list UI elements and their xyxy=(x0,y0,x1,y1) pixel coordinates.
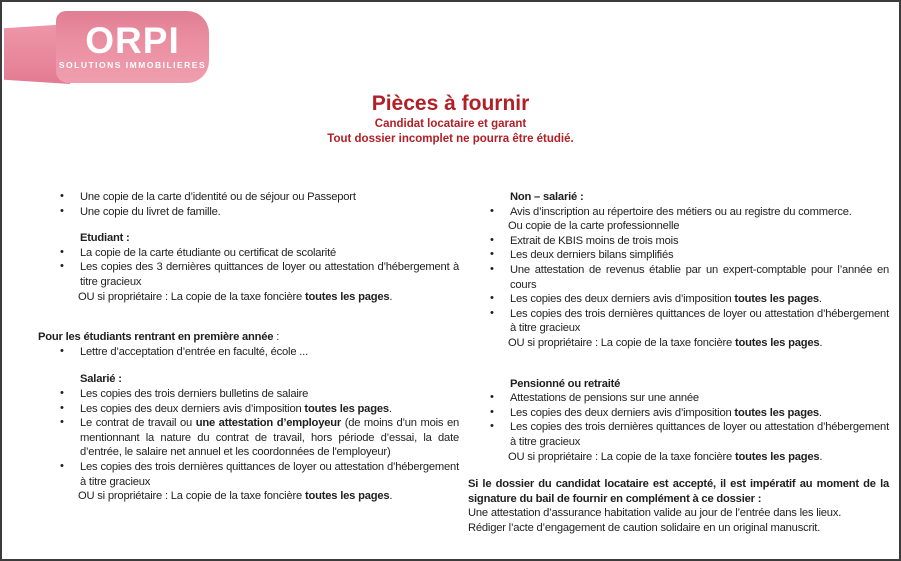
text: . xyxy=(388,402,392,415)
paragraph xyxy=(468,521,889,536)
bullet-item xyxy=(38,345,459,360)
orpi-logo xyxy=(4,8,210,94)
bullet-item xyxy=(38,205,459,220)
text: Rédiger l’acte d’engagement de caution solidaire en un original manuscrit. xyxy=(468,521,821,534)
bullet-icon: • xyxy=(60,190,64,202)
bold-text: Salarié : xyxy=(80,373,122,386)
bullet-item xyxy=(468,248,889,263)
page-subtitle: Candidat locataire et garant xyxy=(374,118,527,130)
bold-text: toutes les pages xyxy=(734,450,820,463)
page-warning: Tout dossier incomplet ne pourra être étudié. xyxy=(327,132,574,145)
text: Une attestation de revenus établie par un expert-comptable pour l’année en cours xyxy=(510,263,889,291)
text: La copie de la carte étudiante ou certificat de scolarité xyxy=(80,246,337,259)
logo-brand-text: ORPI xyxy=(85,20,180,61)
section-heading xyxy=(468,190,889,205)
document-header xyxy=(2,90,899,146)
continuation-line xyxy=(468,450,889,465)
text: Une attestation d’assurance habitation valide au jour de l’entrée dans les lieux. xyxy=(468,507,842,520)
bold-text: Pour les étudiants rentrant en première année xyxy=(38,331,274,344)
section-heading xyxy=(38,231,459,246)
text: Les copies des trois dernières quittances de loyer ou attestation d’hébergement à titre gracieux xyxy=(80,460,459,488)
section-heading xyxy=(38,372,459,387)
text: Les copies des deux derniers avis d’imposition xyxy=(80,402,305,415)
bullet-item xyxy=(468,406,889,421)
bullet-item xyxy=(38,402,459,417)
bullet-icon: • xyxy=(60,260,64,273)
bullet-icon: • xyxy=(490,405,494,418)
continuation-line xyxy=(38,489,459,504)
bullet-icon: • xyxy=(490,292,494,305)
text: Le contrat de travail ou xyxy=(80,417,196,430)
bullet-icon: • xyxy=(60,344,64,357)
text: . xyxy=(389,290,393,303)
bullet-icon: • xyxy=(60,401,64,414)
text: . xyxy=(819,450,823,463)
text: (de moins d’un mois en mentionnant la nature du contrat de travail, hors période d’essai, la date d’entrée, le salaire net annuel et les coordonnées de l'employeur) xyxy=(80,417,459,459)
bullet-icon: • xyxy=(490,420,494,433)
bullet-item xyxy=(38,387,459,402)
bullet-item xyxy=(468,420,889,449)
text: . xyxy=(818,406,822,419)
bullet-item xyxy=(38,460,459,489)
logo-tagline-text: SOLUTIONS IMMOBILIERES xyxy=(58,60,207,70)
spacer xyxy=(468,464,889,477)
bold-text: toutes les pages xyxy=(304,290,390,303)
paragraph xyxy=(468,506,889,521)
section-heading xyxy=(38,330,459,345)
section-heading xyxy=(468,377,889,392)
bullet-item xyxy=(468,292,889,307)
text: Lettre d’acceptation d’entrée en faculté, école ... xyxy=(80,345,308,358)
spacer xyxy=(38,359,459,372)
text: OU si propriétaire : La copie de la taxe foncière xyxy=(508,336,735,349)
spacer xyxy=(38,304,459,330)
bullet-icon: • xyxy=(490,233,494,246)
right-column xyxy=(468,190,889,535)
bullet-icon: • xyxy=(60,204,64,217)
bullet-icon: • xyxy=(60,245,64,258)
text: Les copies des 3 dernières quittances de loyer ou attestation d’hébergement à titre gracieux xyxy=(80,261,459,288)
bold-text: toutes les pages xyxy=(734,336,820,349)
bullet-icon: • xyxy=(490,262,494,275)
bold-text: Non – salarié : xyxy=(510,191,584,203)
text: Avis d’inscription au répertoire des métiers ou au registre du commerce. xyxy=(510,205,852,218)
bold-text: toutes les pages xyxy=(304,402,389,415)
bullet-item xyxy=(38,246,459,261)
bullet-icon: • xyxy=(490,306,494,319)
text: Les copies des deux derniers avis d’imposition xyxy=(510,293,735,306)
bold-text: Etudiant : xyxy=(80,232,130,245)
bold-text: toutes les pages xyxy=(304,490,390,503)
text: Les copies des trois derniers bulletins de salaire xyxy=(80,387,309,400)
text: Extrait de KBIS moins de trois mois xyxy=(510,234,679,247)
continuation-line xyxy=(38,290,459,305)
text: Une copie de la carte d’identité ou de séjour ou Passeport xyxy=(80,191,356,203)
text: OU si propriétaire : La copie de la taxe foncière xyxy=(508,450,735,463)
logo-ribbon-banner xyxy=(56,11,209,83)
bold-text: Pensionné ou retraité xyxy=(510,377,621,390)
bullet-item xyxy=(38,260,459,289)
text: Les copies des trois dernières quittances de loyer ou attestation d’hébergement à titre gracieux xyxy=(510,421,889,448)
text: OU si propriétaire : La copie de la taxe foncière xyxy=(78,490,305,503)
bullet-icon: • xyxy=(490,204,494,217)
bullet-item xyxy=(468,263,889,292)
bullet-item xyxy=(38,190,459,205)
text: Une copie du livret de famille. xyxy=(80,205,221,218)
bullet-icon: • xyxy=(490,248,494,261)
text: Les deux derniers bilans simplifiés xyxy=(510,249,674,262)
text: OU si propriétaire : La copie de la taxe foncière xyxy=(78,290,305,303)
text: . xyxy=(818,293,822,306)
bullet-item xyxy=(468,205,889,220)
text: Les copies des deux derniers avis d’imposition xyxy=(510,406,735,419)
bullet-item xyxy=(468,234,889,249)
bullet-item xyxy=(468,391,889,406)
bullet-icon: • xyxy=(60,459,64,472)
spacer xyxy=(468,351,889,377)
text: Attestations de pensions sur une année xyxy=(510,392,699,405)
text: : xyxy=(273,331,280,344)
bullet-icon: • xyxy=(60,386,64,399)
paragraph-bold xyxy=(468,477,889,506)
text: Les copies des trois dernières quittances de loyer ou attestation d’hébergement à titre gracieux xyxy=(510,307,889,335)
bold-text: toutes les pages xyxy=(734,406,819,419)
bullet-item xyxy=(38,416,459,460)
spacer xyxy=(38,219,459,231)
text: Ou copie de la carte professionnelle xyxy=(508,220,680,233)
bold-text: Si le dossier du candidat locataire est accepté, il est impératif au moment de la signature du bail de fournir en complément à ce dossier : xyxy=(468,478,889,505)
bold-text: une attestation d’employeur xyxy=(195,417,342,430)
text: . xyxy=(819,336,823,349)
bullet-item xyxy=(468,307,889,336)
continuation-line xyxy=(468,336,889,351)
bold-text: toutes les pages xyxy=(734,293,819,306)
page-title: Pièces à fournir xyxy=(371,92,530,115)
bullet-icon: • xyxy=(60,416,64,429)
left-column xyxy=(38,190,459,504)
continuation-line xyxy=(468,219,889,234)
text: . xyxy=(389,490,393,503)
bullet-icon: • xyxy=(490,391,494,404)
